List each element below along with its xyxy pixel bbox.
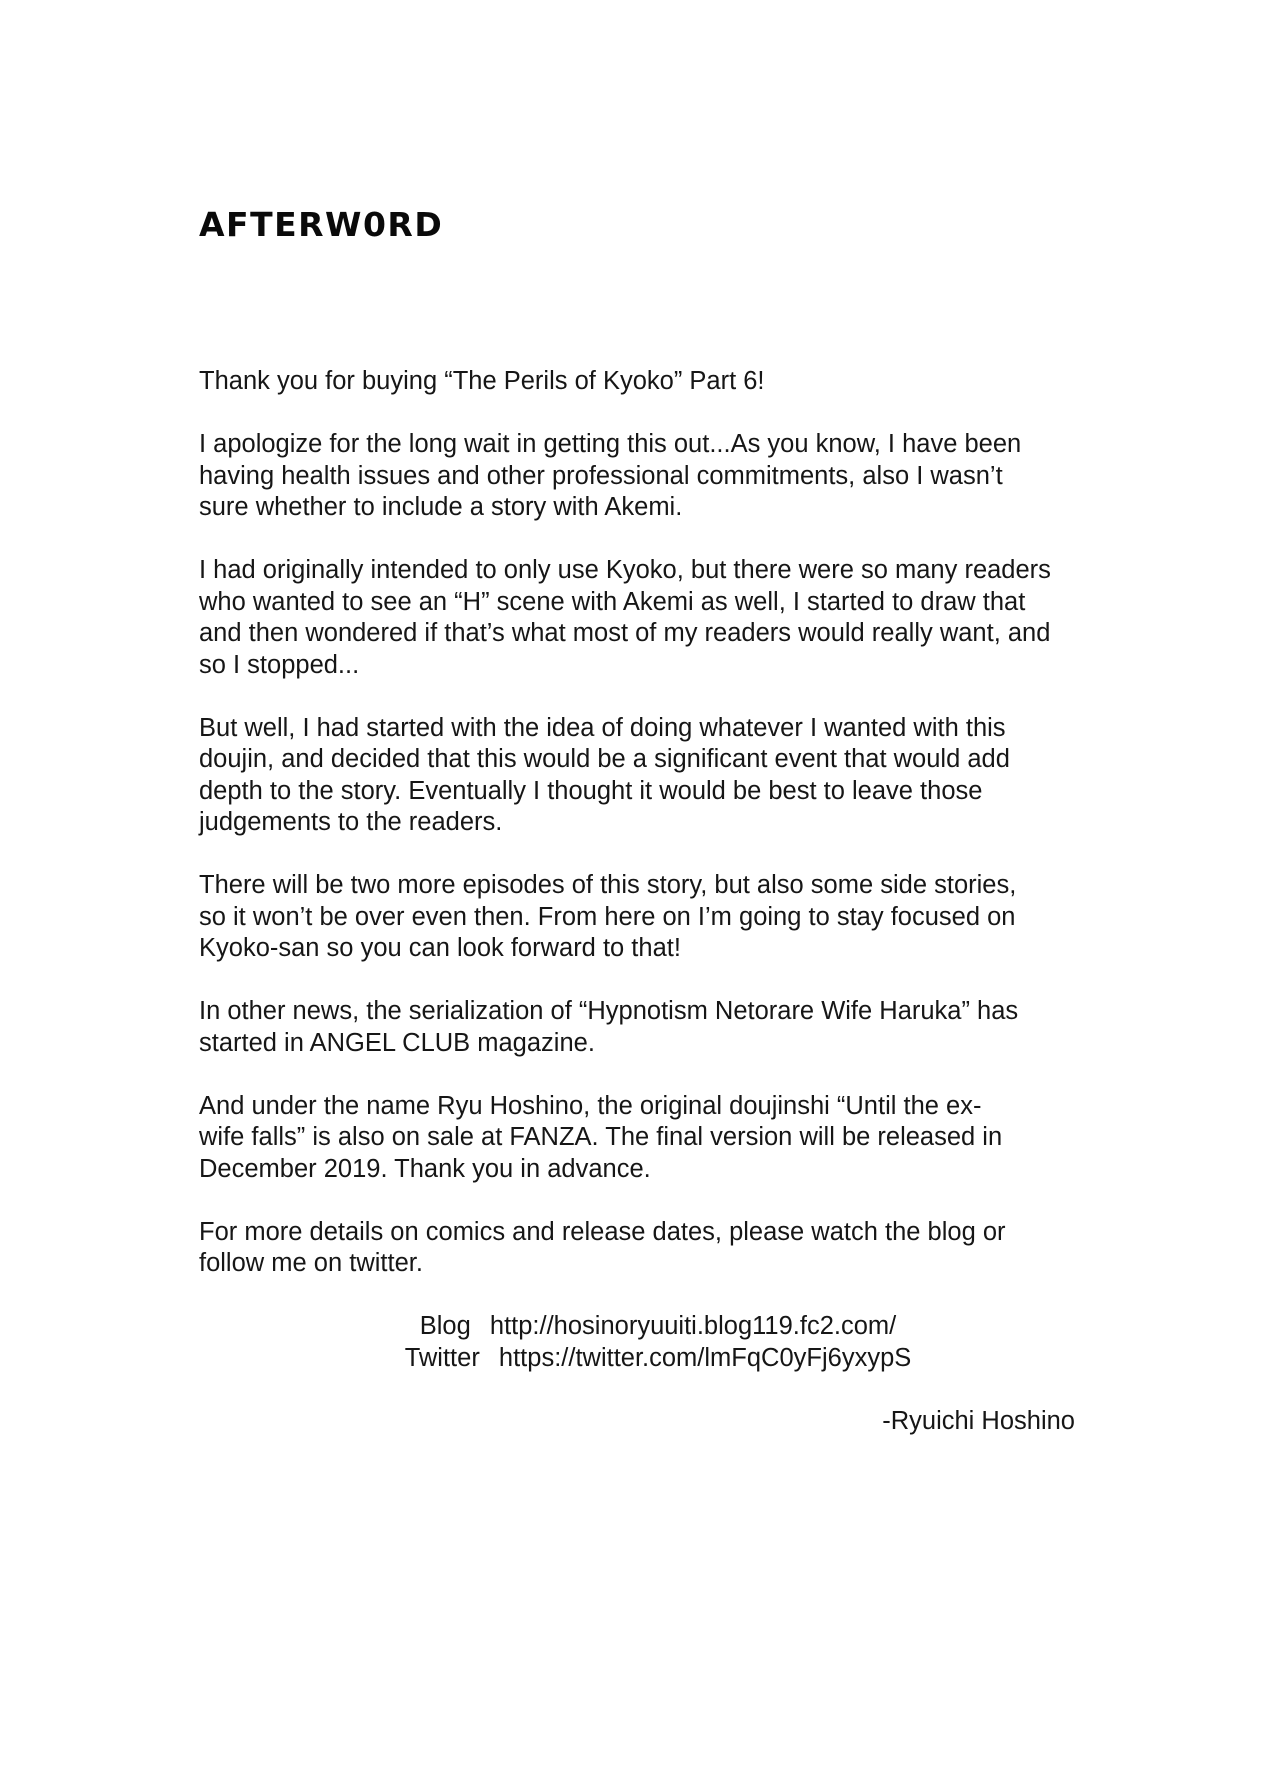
paragraph-more-details: For more details on comics and release dates, please watch the blog or follow me on twitter. [199, 1217, 1006, 1277]
blog-link-row [213, 1311, 1103, 1343]
twitter-label: Twitter [404, 1343, 480, 1372]
afterword-body [199, 366, 1099, 1437]
blog-label: Blog [419, 1312, 471, 1340]
page-title: AFTERW0RD [199, 205, 444, 244]
paragraph-apology: I apologize for the long wait in getting this out...As you know, I have been having health issues and other professional commitments, also I wasn’t sure whether to include a story with Akemi. [199, 430, 1022, 521]
paragraph-akemi-scene: I had originally intended to only use Kyoko, but there were so many readers who wanted to see an “H” scene with Akemi as well, I started to draw that and then wondered if that’s what most of my readers would really want, and so I stopped... [199, 556, 1051, 679]
paragraph-thanks: Thank you for buying “The Perils of Kyoko” Part 6! [199, 367, 765, 395]
twitter-link-row [213, 1343, 1103, 1375]
paragraph-fanza-release: And under the name Ryu Hoshino, the original doujinshi “Until the ex- wife falls” is also on sale at FANZA. The final version will be released in December 2019. Thank you in advance. [199, 1091, 1003, 1183]
paragraph-future-episodes: There will be two more episodes of this story, but also some side stories, so it won’t be over even then. From here on I’m going to stay focused on Kyoko-san so you can look forward to that! [199, 871, 1017, 962]
paragraph-decision: But well, I had started with the idea of doing whatever I wanted with this doujin, and decided that this would be a significant event that would add depth to the story. Eventually I thought it would be best to leave those judgements to the readers. [199, 713, 1010, 836]
contact-links [199, 1311, 1103, 1374]
paragraph-serialization-news: In other news, the serialization of “Hypnotism Netorare Wife Haruka” has started in ANGEL CLUB magazine. [199, 997, 1019, 1057]
author-signature: -Ryuichi Hoshino [882, 1406, 1075, 1435]
blog-url: http://hosinoryuuiti.blog119.fc2.com/ [489, 1312, 897, 1340]
twitter-url: https://twitter.com/lmFqC0yFj6yxypS [498, 1343, 912, 1372]
